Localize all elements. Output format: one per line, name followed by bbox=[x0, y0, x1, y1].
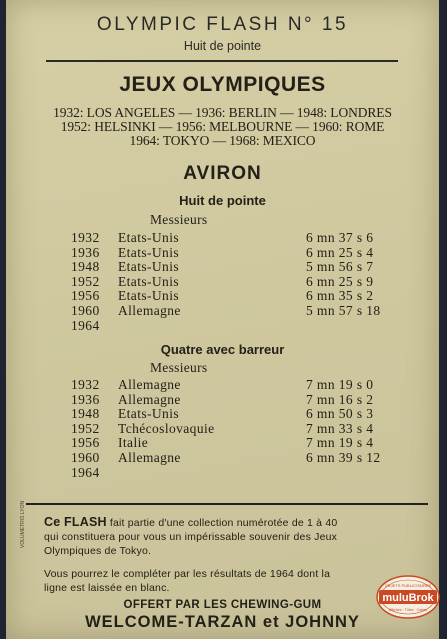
result-year: 1952 bbox=[71, 273, 100, 289]
result-country: Italie bbox=[118, 435, 149, 451]
result-country: Etats-Unis bbox=[118, 288, 179, 304]
result-country: Allemagne bbox=[118, 303, 181, 318]
result-year: 1948 bbox=[71, 259, 100, 275]
event-title: Quatre avec barreur bbox=[160, 342, 285, 357]
editions-line: 1964: TOKYO — 1968: MEXICO bbox=[129, 133, 316, 148]
result-time: 5 mn 57 s 18 bbox=[306, 303, 381, 318]
series-title: OLYMPIC FLASH N° 15 bbox=[96, 14, 349, 35]
result-time: 7 mn 19 s 0 bbox=[306, 377, 374, 392]
result-time: 7 mn 16 s 2 bbox=[306, 391, 374, 407]
result-year: 1964 bbox=[71, 317, 100, 333]
result-time: 6 mn 25 s 9 bbox=[306, 273, 374, 289]
result-time: 6 mn 39 s 12 bbox=[306, 450, 381, 465]
brand-name: WELCOME-TARZAN et JOHNNY bbox=[85, 613, 360, 631]
footer-divider bbox=[26, 503, 428, 505]
result-country: Etats-Unis bbox=[118, 406, 179, 422]
result-year: 1952 bbox=[71, 420, 100, 436]
result-year: 1932 bbox=[71, 377, 100, 392]
note-text: fait partie d'une collection numérotée de 1 à 40 bbox=[106, 517, 338, 529]
result-country: Allemagne bbox=[118, 377, 181, 392]
note-text: Olympiques de Tokyo. bbox=[44, 545, 152, 557]
result-time: 6 mn 37 s 6 bbox=[306, 230, 374, 245]
note-text: qui constituera pour vous un impérissable souvenir des Jeux bbox=[44, 531, 338, 543]
flash-card bbox=[6, 0, 439, 639]
result-country: Allemagne bbox=[118, 391, 181, 407]
result-country: Etats-Unis bbox=[118, 244, 179, 260]
result-year: 1936 bbox=[71, 391, 100, 407]
result-row bbox=[6, 288, 439, 303]
result-country: Etats-Unis bbox=[118, 273, 179, 289]
result-row bbox=[6, 392, 439, 407]
result-row bbox=[6, 421, 439, 436]
result-row bbox=[6, 230, 439, 245]
editions-list bbox=[6, 106, 439, 148]
result-country: Tchécoslovaquie bbox=[118, 420, 215, 436]
header-divider bbox=[46, 60, 398, 62]
editions-line: 1932: LOS ANGELES — 1936: BERLIN — 1948: LONDRES bbox=[53, 105, 392, 120]
editions-line: 1952: HELSINKI — 1956: MELBOURNE — 1960: ROME bbox=[60, 119, 385, 134]
svg-text:Affiches · Tôles · Cartes: Affiches · Tôles · Cartes bbox=[388, 608, 428, 612]
result-row bbox=[6, 274, 439, 289]
result-year: 1960 bbox=[71, 450, 100, 465]
result-time: 7 mn 33 s 4 bbox=[306, 420, 374, 436]
result-year: 1964 bbox=[71, 464, 100, 480]
result-row bbox=[6, 245, 439, 260]
result-year: 1936 bbox=[71, 244, 100, 260]
result-country: Etats-Unis bbox=[118, 259, 179, 275]
result-time: 5 mn 56 s 7 bbox=[306, 259, 374, 275]
sport-title: AVIRON bbox=[183, 163, 262, 184]
event-category: Messieurs bbox=[150, 360, 208, 375]
result-row bbox=[6, 259, 439, 274]
event-title: Huit de pointe bbox=[179, 193, 266, 208]
result-year: 1948 bbox=[71, 406, 100, 422]
result-time: 6 mn 35 s 2 bbox=[306, 288, 374, 304]
result-row bbox=[6, 435, 439, 450]
result-year: 1932 bbox=[71, 230, 100, 245]
result-row bbox=[6, 406, 439, 421]
offered-by: OFFERT PAR LES CHEWING-GUM bbox=[123, 599, 322, 611]
flash-lead: Ce FLASH bbox=[44, 515, 107, 529]
result-row bbox=[6, 303, 439, 318]
result-row bbox=[6, 318, 439, 333]
result-row bbox=[6, 450, 439, 465]
result-country: Allemagne bbox=[118, 450, 181, 465]
result-time: 6 mn 50 s 3 bbox=[306, 406, 374, 422]
event-category: Messieurs bbox=[150, 212, 208, 227]
result-row bbox=[6, 377, 439, 392]
games-title: JEUX OLYMPIQUES bbox=[119, 73, 326, 96]
result-row bbox=[6, 465, 439, 480]
result-year: 1960 bbox=[71, 303, 100, 318]
printer-mark: VOLUMETRIS LYON bbox=[20, 500, 26, 548]
note-text: ligne est laissée en blanc. bbox=[44, 582, 170, 594]
svg-text:muluBrok: muluBrok bbox=[382, 592, 434, 604]
svg-text:OBJETS PUBLICITAIRES: OBJETS PUBLICITAIRES bbox=[384, 583, 432, 588]
result-year: 1956 bbox=[71, 288, 100, 304]
result-year: 1956 bbox=[71, 435, 100, 451]
result-time: 6 mn 25 s 4 bbox=[306, 244, 374, 260]
result-country: Etats-Unis bbox=[118, 230, 179, 245]
collection-note bbox=[44, 515, 337, 558]
note-text: Vous pourrez le compléter par les résultats de 1964 dont la bbox=[44, 568, 331, 580]
series-subtitle: Huit de pointe bbox=[183, 39, 262, 53]
completion-note bbox=[44, 567, 330, 595]
mulubrok-stamp-logo bbox=[376, 574, 440, 620]
result-time: 7 mn 19 s 4 bbox=[306, 435, 374, 451]
